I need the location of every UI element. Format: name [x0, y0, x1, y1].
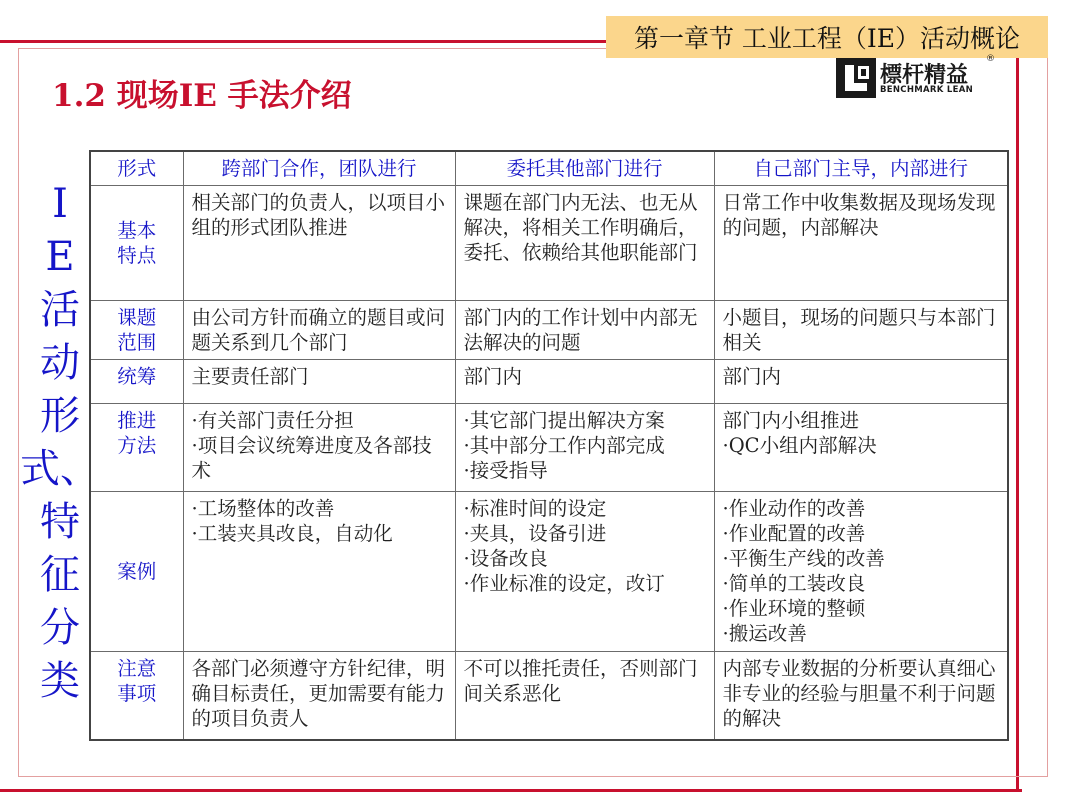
page-title: 1.2 现场IE 手法介绍 [52, 78, 352, 114]
cell-text-line: ·工装夹具改良，自动化 [191, 521, 393, 545]
logo-mark-icon [836, 58, 876, 98]
red-frame-bottom-line [0, 789, 1022, 792]
cell-own-department [714, 491, 1008, 651]
cell-text-line: 部门内 [722, 364, 782, 388]
row-label [90, 300, 183, 359]
red-frame-top-line [0, 40, 610, 43]
cell-own-department [714, 185, 1008, 300]
cell-text-line: 相关部门的负责人，以项目小组的形式团队推进 [191, 190, 446, 239]
table-row [90, 300, 1008, 359]
row-label [90, 185, 183, 300]
side-title-char: I [52, 181, 68, 227]
cell-text-line: 日常工作中收集数据及现场发现的问题，内部解决 [722, 190, 996, 239]
row-label-line: 推进 [117, 408, 157, 432]
header-cross-department: 跨部门合作，团队进行 [183, 151, 455, 185]
row-label [90, 403, 183, 491]
cell-text-line: 部门内小组推进 [722, 408, 860, 432]
header-entrust-department: 委托其他部门进行 [455, 151, 714, 185]
cell-text-line: ·简单的工装改良 [722, 571, 866, 595]
row-label-line: 统筹 [117, 364, 157, 388]
cell-text-line: 部门内的工作计划中内部无法解决的问题 [463, 305, 698, 354]
cell-text-line: ·作业环境的整顿 [722, 596, 866, 620]
table-row [90, 403, 1008, 491]
cell-text-line: ·有关部门责任分担 [191, 408, 354, 432]
side-title-char: 分 [40, 605, 80, 651]
cell-own-department [714, 359, 1008, 403]
table-row [90, 491, 1008, 651]
cell-text-line: ·QC小组内部解决 [722, 433, 877, 457]
header-own-department: 自己部门主导，内部进行 [714, 151, 1008, 185]
cell-text-line: 由公司方针而确立的题目或问题关系到几个部门 [191, 305, 446, 354]
logo-registered-mark: ® [986, 54, 995, 64]
cell-cross-department [183, 300, 455, 359]
row-label [90, 651, 183, 740]
side-title-char: 形 [40, 393, 80, 439]
row-label-line: 事项 [117, 681, 157, 705]
cell-cross-department [183, 359, 455, 403]
cell-entrust-department [455, 403, 714, 491]
side-title-char: 特 [40, 499, 80, 545]
row-label-line: 范围 [117, 330, 157, 354]
cell-text-line: ·项目会议统筹进度及各部技术 [191, 433, 432, 482]
thin-frame-left [18, 48, 19, 777]
side-title-char: 活 [40, 287, 80, 333]
cell-text-line: ·作业配置的改善 [722, 521, 866, 545]
side-title-char: 式、 [20, 446, 100, 492]
cell-cross-department [183, 651, 455, 740]
cell-text-line: ·搬运改善 [722, 621, 807, 645]
row-label-line: 基本 [117, 218, 157, 242]
cell-own-department [714, 651, 1008, 740]
cell-text-line: ·接受指导 [463, 458, 548, 482]
table-row [90, 651, 1008, 740]
side-vertical-title [22, 178, 98, 708]
cell-text-line: ·其它部门提出解决方案 [463, 408, 665, 432]
side-title-char: 类 [40, 658, 80, 704]
cell-text-line: 各部门必须遵守方针纪律，明确目标责任，更加需要有能力的项目负责人 [191, 656, 446, 730]
cell-entrust-department [455, 300, 714, 359]
chapter-header [606, 16, 1048, 58]
cell-text-line: 主要责任部门 [191, 364, 309, 388]
benchmark-lean-logo [836, 56, 996, 100]
cell-own-department [714, 300, 1008, 359]
cell-cross-department [183, 185, 455, 300]
cell-text-line: 不可以推托责任，否则部门间关系恶化 [463, 656, 698, 705]
row-label-line: 注意 [117, 656, 157, 680]
ie-activity-table [89, 150, 1009, 741]
cell-text-line: 内部专业数据的分析要认真细心非专业的经验与胆量不利于问题的解决 [722, 656, 996, 730]
cell-cross-department [183, 403, 455, 491]
cell-own-department [714, 403, 1008, 491]
table-row [90, 185, 1008, 300]
logo-name: 標杆精益 [880, 63, 969, 88]
table-row [90, 359, 1008, 403]
cell-text-line: ·平衡生产线的改善 [722, 546, 885, 570]
red-frame-right-line [1016, 40, 1019, 792]
cell-text-line: ·作业动作的改善 [722, 496, 866, 520]
side-title-char: 动 [40, 340, 80, 386]
cell-text-line: ·其中部分工作内部完成 [463, 433, 665, 457]
table-header-row [90, 151, 1008, 185]
row-label-line: 案例 [117, 559, 157, 583]
cell-entrust-department [455, 185, 714, 300]
chapter-title: 第一章节 工业工程（IE）活动概论 [633, 24, 1021, 53]
cell-text-line: ·标准时间的设定 [463, 496, 607, 520]
side-title-char: E [45, 234, 75, 280]
row-label-line: 特点 [117, 243, 157, 267]
row-label [90, 491, 183, 651]
cell-text-line: ·工场整体的改善 [191, 496, 335, 520]
thin-frame-bottom [18, 776, 1048, 777]
cell-entrust-department [455, 651, 714, 740]
row-label-line: 方法 [117, 433, 157, 457]
cell-text-line: 小题目，现场的问题只与本部门相关 [722, 305, 996, 354]
row-label-line: 课题 [117, 305, 157, 329]
cell-text-line: 课题在部门内无法、也无从解决，将相关工作明确后，委托、依赖给其他职能部门 [463, 190, 698, 264]
cell-entrust-department [455, 491, 714, 651]
cell-text-line: ·夹具，设备引进 [463, 521, 607, 545]
cell-cross-department [183, 491, 455, 651]
logo-subtitle: BENCHMARK LEAN [880, 85, 973, 95]
header-form: 形式 [90, 151, 183, 185]
cell-entrust-department [455, 359, 714, 403]
cell-text-line: ·作业标准的设定，改订 [463, 571, 665, 595]
side-title-char: 征 [40, 552, 80, 598]
thin-frame-right [1047, 48, 1048, 777]
cell-text-line: 部门内 [463, 364, 523, 388]
row-label [90, 359, 183, 403]
cell-text-line: ·设备改良 [463, 546, 548, 570]
